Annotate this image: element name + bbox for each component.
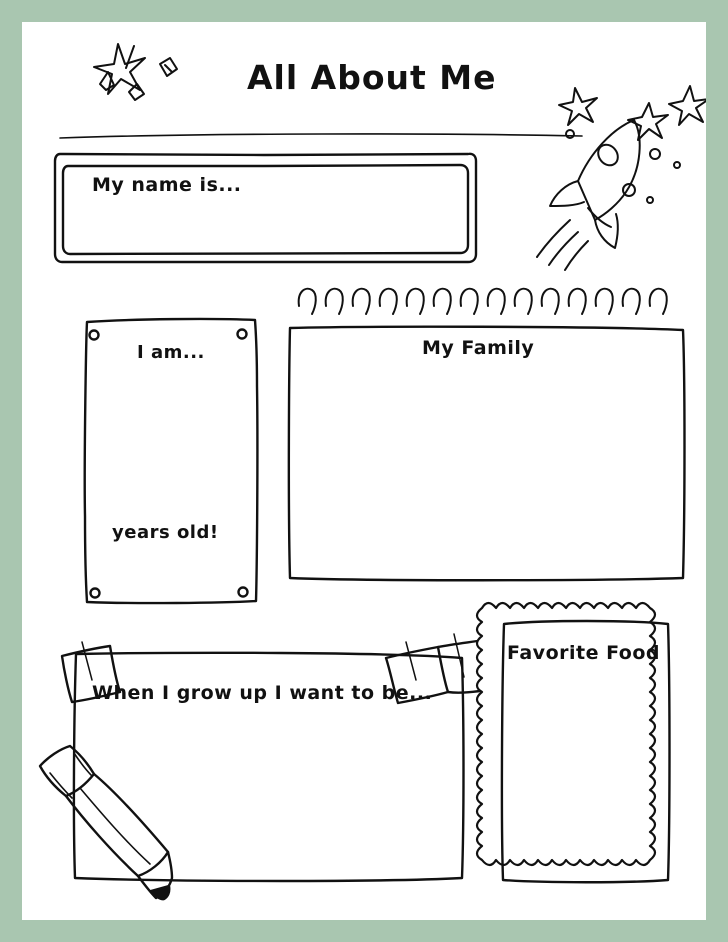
pencil-doodle [40,746,172,899]
worksheet-artwork [22,22,706,920]
rocket-doodle [537,86,706,270]
stars-doodle [94,44,177,100]
family-field-notepad [289,289,685,580]
grow-up-field-label: When I grow up I want to be... [92,682,433,704]
age-suffix-label: years old! [112,522,219,543]
favorite-food-field-label: Favorite Food [507,642,661,664]
worksheet-page [22,22,706,920]
family-field-label: My Family [422,337,535,359]
age-prefix-label: I am... [137,342,205,363]
grow-up-field-banner [62,634,494,881]
underline-rule [60,134,582,138]
name-field-label: My name is... [92,174,242,196]
page-title: All About Me [247,58,497,97]
name-field-box [55,154,476,262]
